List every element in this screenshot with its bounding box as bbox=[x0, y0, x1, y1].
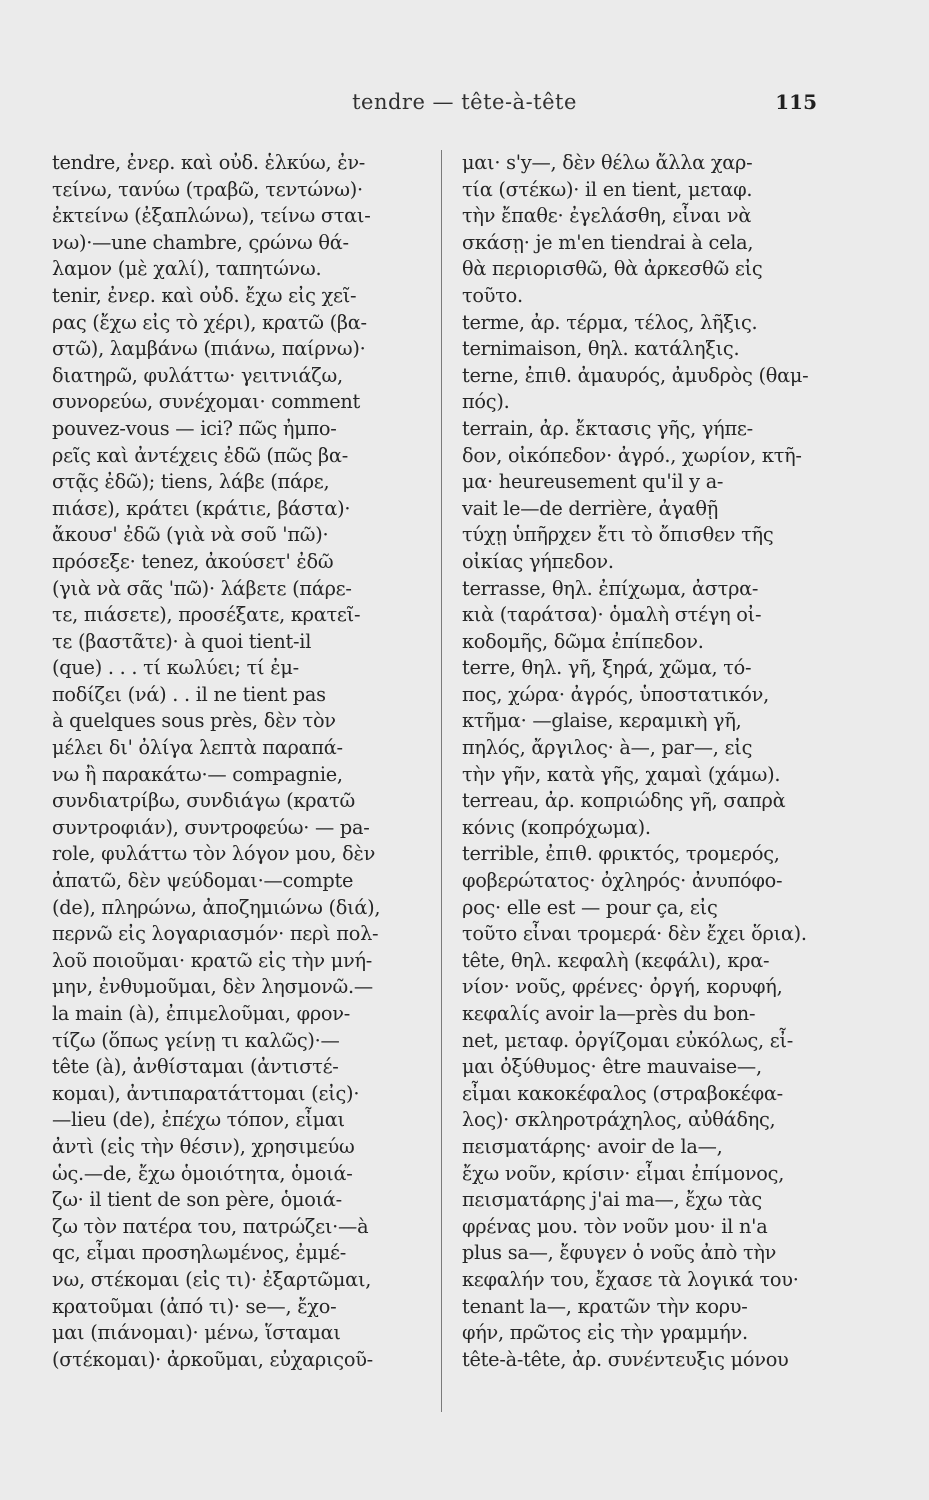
entry-line: τίζω (ὅπως γείνῃ τι καλῶς)·— bbox=[52, 1028, 340, 1052]
right-column bbox=[462, 150, 834, 1373]
entry-line: τία (στέκω)· il en tient, μεταφ. bbox=[462, 177, 753, 201]
entry-line: tenir, ἐνερ. καὶ οὐδ. ἔχω εἰς χεῖ- bbox=[52, 283, 357, 307]
entry-line: νίον· νοῦς, φρένες· ὀργή, κορυφή, bbox=[462, 975, 783, 999]
entry-line: terreau, ἀρ. κοπριώδης γῆ, σαπρὰ bbox=[462, 789, 786, 813]
entry-line: τὴν ἔπαθε· ἐγελάσθη, εἶναι νὰ bbox=[462, 204, 752, 228]
entry-line: τε (βαστᾶτε)· à quoi tient-il bbox=[52, 629, 312, 653]
entry-line: ζω· il tient de son père, ὁμοιά- bbox=[52, 1188, 342, 1212]
entry-line: ρος· elle est — pour ça, εἰς bbox=[462, 895, 718, 919]
entry-line: λαμον (μὲ χαλί), ταπητώνω. bbox=[52, 257, 322, 281]
left-column bbox=[52, 150, 432, 1373]
entry-line: πεισματάρης· avoir de la—, bbox=[462, 1134, 723, 1158]
entry-line: στᾷς ἐδῶ); tiens, λάβε (πάρε, bbox=[52, 470, 330, 494]
page-number: 115 bbox=[775, 90, 817, 114]
entry-line: ζω τὸν πατέρα του, πατρώζει·—à bbox=[52, 1214, 369, 1238]
entry-line: terrible, ἐπιθ. φρικτός, τρομερός, bbox=[462, 842, 780, 866]
entry-line: terne, ἐπιθ. ἀμαυρός, ἀμυδρὸς (θαμ- bbox=[462, 363, 809, 387]
entry-line: ἀντὶ (εἰς τὴν θέσιν), χρησιμεύω bbox=[52, 1134, 355, 1158]
entry-line: μέλει δι' ὀλίγα λεπτὰ παραπά- bbox=[52, 736, 343, 760]
page-title: tendre — tête-à-tête bbox=[352, 90, 577, 114]
entry-line: τείνω, τανύω (τραβῶ, τεντώνω)· bbox=[52, 177, 363, 201]
entry-line: κόνις (κοπρόχωμα). bbox=[462, 815, 651, 839]
entry-line: plus sa—, ἔφυγεν ὁ νοῦς ἀπὸ τὴν bbox=[462, 1241, 777, 1265]
entry-line: πός). bbox=[462, 390, 510, 414]
entry-line: ἀπατῶ, δὲν ψεύδομαι·—compte bbox=[52, 869, 354, 893]
entry-line: tête, θηλ. κεφαλὴ (κεφάλι), κρα- bbox=[462, 948, 770, 972]
entry-line: ἔχω νοῦν, κρίσιν· εἶμαι ἐπίμονος, bbox=[462, 1161, 785, 1185]
entry-line: διατηρῶ, φυλάττω· γειτνιάζω, bbox=[52, 363, 343, 387]
running-head bbox=[0, 90, 929, 120]
entry-line: (γιὰ νὰ σᾶς 'πῶ)· λάβετε (πάρε- bbox=[52, 576, 352, 600]
entry-line: net, μεταφ. ὀργίζομαι εὐκόλως, εἶ- bbox=[462, 1028, 794, 1052]
entry-line: πος, χώρα· ἀγρός, ὑποστατικόν, bbox=[462, 682, 769, 706]
entry-line: vait le—de derrière, ἀγαθῇ bbox=[462, 496, 719, 520]
entry-line: μαι· s'y—, δὲν θέλω ἄλλα χαρ- bbox=[462, 151, 753, 174]
entry-line: σκάσῃ· je m'en tiendrai à cela, bbox=[462, 230, 754, 254]
entry-line: κιὰ (ταράτσα)· ὁμαλὴ στέγη οἰ- bbox=[462, 603, 762, 627]
entry-line: la main (à), ἐπιμελοῦμαι, φρον- bbox=[52, 1002, 351, 1025]
entry-line: terre, θηλ. γῆ, ξηρά, χῶμα, τό- bbox=[462, 656, 752, 680]
entry-line: κεφαλήν του, ἔχασε τὰ λογικά του· bbox=[462, 1267, 799, 1291]
entry-line: pouvez-vous — ici? πῶς ἠμπο- bbox=[52, 416, 337, 440]
entry-line: (de), πληρώνω, ἀποζημιώνω (διά), bbox=[52, 895, 381, 919]
entry-line: νω ἢ παρακάτω·— compagnie, bbox=[52, 762, 343, 786]
entry-line: εἶμαι κακοκέφαλος (στραβοκέφα- bbox=[462, 1081, 783, 1105]
entry-line: συντροφιάν), συντροφεύω· — pa- bbox=[52, 815, 370, 839]
entry-line: κεφαλίς avoir la—près du bon- bbox=[462, 1002, 756, 1025]
entry-line: λος)· σκληροτράχηλος, αὐθάδης, bbox=[462, 1108, 776, 1132]
entry-line: terme, ἀρ. τέρμα, τέλος, λῆξις. bbox=[462, 310, 758, 334]
entry-line: —lieu (de), ἐπέχω τόπον, εἶμαι bbox=[52, 1108, 345, 1132]
entry-line: tête-à-tête, ἀρ. συνέντευξις μόνου bbox=[462, 1347, 789, 1371]
entry-line: στῶ), λαμβάνω (πιάνω, παίρνω)· bbox=[52, 337, 366, 361]
entry-line: κομαι), ἀντιπαρατάττομαι (εἰς)· bbox=[52, 1081, 360, 1105]
entry-line: μαι ὀξύθυμος· être mauvaise—, bbox=[462, 1055, 762, 1079]
entry-line: πιάσε), κράτει (κράτιε, βάστα)· bbox=[52, 496, 351, 520]
entry-line: φήν, πρῶτος εἰς τὴν γραμμήν. bbox=[462, 1321, 748, 1345]
entry-line: νω)·—une chambre, ςρώνω θά- bbox=[52, 230, 349, 254]
entry-line: πηλός, ἄργιλος· à—, par—, εἰς bbox=[462, 736, 753, 760]
entry-line: ρας (ἔχω εἰς τὸ χέρι), κρατῶ (βα- bbox=[52, 310, 367, 334]
entry-line: θὰ περιορισθῶ, θὰ ἀρκεσθῶ εἰς bbox=[462, 257, 763, 281]
entry-line: συνδιατρίβω, συνδιάγω (κρατῶ bbox=[52, 789, 355, 813]
entry-line: τοῦτο εἶναι τρομερά· δὲν ἔχει ὅρια). bbox=[462, 922, 807, 946]
entry-line: νω, στέκομαι (εἰς τι)· ἐξαρτῶμαι, bbox=[52, 1267, 372, 1291]
entry-line: role, φυλάττω τὸν λόγον μου, δὲν bbox=[52, 842, 376, 866]
entry-line: τύχῃ ὑπῆρχεν ἔτι τὸ ὄπισθεν τῆς bbox=[462, 523, 774, 547]
entry-line: à quelques sous près, δὲν τὸν bbox=[52, 709, 336, 733]
entry-line: συνορεύω, συνέχομαι· comment bbox=[52, 390, 361, 414]
entry-line: (que) . . . τί κωλύει; τί ἐμ- bbox=[52, 656, 299, 680]
entry-line: φρένας μου. τὸν νοῦν μου· il n'a bbox=[462, 1214, 768, 1238]
entry-line: ἐκτείνω (ἐξαπλώνω), τείνω σται- bbox=[52, 204, 371, 228]
entry-line: τὴν γῆν, κατὰ γῆς, χαμαὶ (χάμω). bbox=[462, 762, 781, 786]
entry-line: qc, εἶμαι προσηλωμένος, ἐμμέ- bbox=[52, 1241, 347, 1265]
entry-line: μαι (πιάνομαι)· μένω, ἵσταμαι bbox=[52, 1321, 341, 1345]
entry-line: φοβερώτατος· ὀχληρός· ἀνυπόφο- bbox=[462, 869, 783, 893]
entry-line: ρεῖς καὶ ἀντέχεις ἐδῶ (πῶς βα- bbox=[52, 443, 348, 467]
entry-line: πρόσεξε· tenez, ἀκούσετ' ἐδῶ bbox=[52, 549, 334, 573]
entry-line: ἄκουσ' ἐδῶ (γιὰ νὰ σοῦ 'πῶ)· bbox=[52, 523, 329, 547]
entry-line: (στέκομαι)· ἀρκοῦμαι, εὐχαριςοῦ- bbox=[52, 1347, 373, 1371]
entry-line: ὡς.—de, ἔχω ὁμοιότητα, ὁμοιά- bbox=[52, 1161, 353, 1185]
entry-line: terrain, ἀρ. ἔκτασις γῆς, γήπε- bbox=[462, 416, 753, 440]
column-divider bbox=[441, 150, 442, 1412]
entry-line: μην, ἐνθυμοῦμαι, δὲν λησμονῶ.— bbox=[52, 975, 373, 999]
entry-line: κρατοῦμαι (ἀπό τι)· se—, ἔχο- bbox=[52, 1294, 337, 1318]
entry-line: περνῶ εἰς λογαριασμόν· περὶ πολ- bbox=[52, 922, 379, 946]
entry-line: tête (à), ἀνθίσταμαι (ἀντιστέ- bbox=[52, 1055, 339, 1079]
entry-line: tendre, ἐνερ. καὶ οὐδ. ἑλκύω, ἐν- bbox=[52, 151, 366, 174]
entry-line: terrasse, θηλ. ἐπίχωμα, ἀστρα- bbox=[462, 576, 759, 600]
entry-line: κοδομῆς, δῶμα ἐπίπεδον. bbox=[462, 629, 704, 653]
entry-line: ποδίζει (νά) . . il ne tient pas bbox=[52, 682, 326, 706]
entry-line: τε, πιάσετε), προσέξατε, κρατεῖ- bbox=[52, 603, 361, 627]
entry-line: κτῆμα· —glaise, κεραμικὴ γῆ, bbox=[462, 709, 742, 733]
entry-line: οἰκίας γήπεδον. bbox=[462, 549, 614, 573]
entry-line: τοῦτο. bbox=[462, 283, 523, 307]
entry-line: μα· heureusement qu'il y a- bbox=[462, 470, 724, 494]
entry-line: πεισματάρης j'ai ma—, ἔχω τὰς bbox=[462, 1188, 762, 1212]
entry-line: ternimaison, θηλ. κατάληξις. bbox=[462, 337, 740, 361]
entry-line: δον, οἰκόπεδον· ἀγρό., χωρίον, κτῆ- bbox=[462, 443, 802, 467]
entry-line: tenant la—, κρατῶν τὴν κορυ- bbox=[462, 1294, 748, 1318]
entry-line: λοῦ ποιοῦμαι· κρατῶ εἰς τὴν μνή- bbox=[52, 948, 373, 972]
